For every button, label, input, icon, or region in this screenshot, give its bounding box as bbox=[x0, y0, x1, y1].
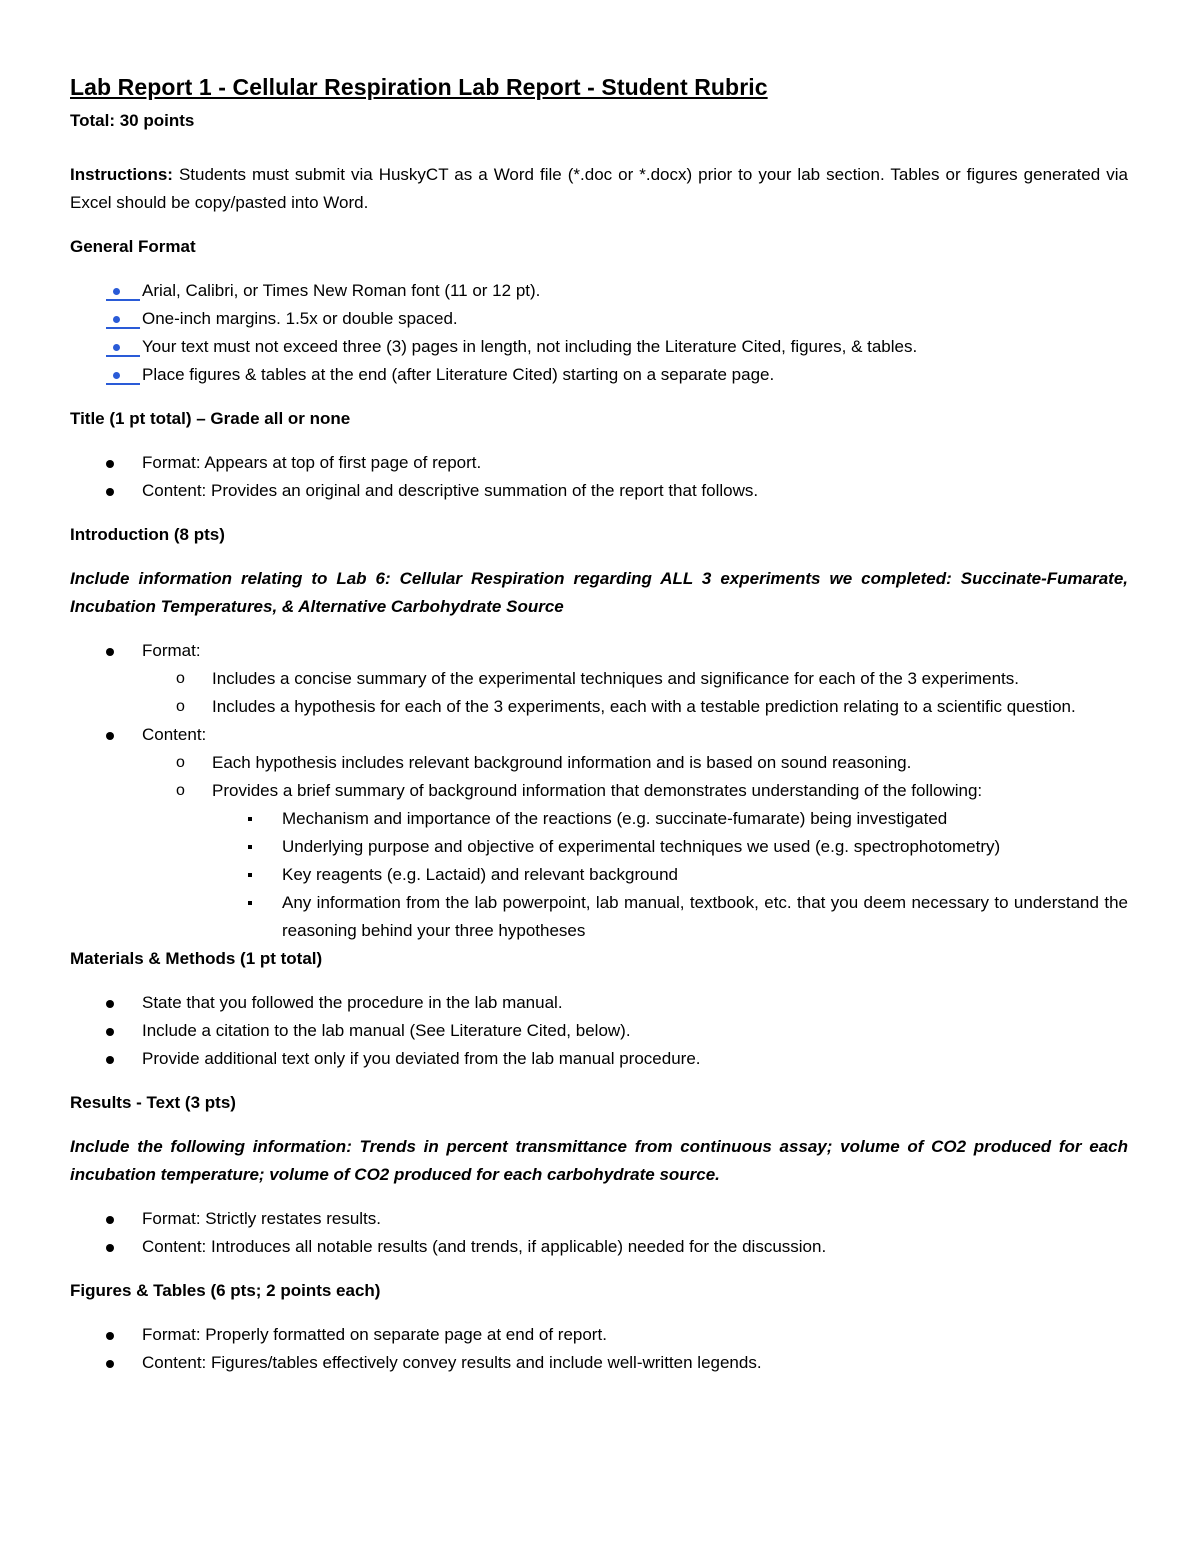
bullet-icon bbox=[106, 1000, 114, 1008]
list-item: State that you followed the procedure in the lab manual. bbox=[70, 989, 1128, 1017]
total-points: Total: 30 points bbox=[70, 111, 195, 130]
page-title: Lab Report 1 - Cellular Respiration Lab Report - Student Rubric bbox=[70, 74, 768, 100]
bullet-icon bbox=[106, 1216, 114, 1224]
materials-methods-heading: Materials & Methods (1 pt total) bbox=[70, 949, 323, 968]
square-bullet-icon bbox=[248, 845, 252, 849]
square-bullet-icon bbox=[248, 901, 252, 905]
materials-methods-list bbox=[70, 989, 1128, 1073]
instructions-paragraph bbox=[70, 161, 1128, 217]
list-item: Include a citation to the lab manual (See Literature Cited, below). bbox=[70, 1017, 1128, 1045]
results-heading: Results - Text (3 pts) bbox=[70, 1093, 236, 1112]
list-item: Format: Appears at top of first page of report. bbox=[70, 449, 1128, 477]
list-item: Your text must not exceed three (3) pages in length, not including the Literature Cited, figures, & tables. bbox=[70, 333, 1128, 361]
square-bullet-icon bbox=[248, 873, 252, 877]
blue-bullet-icon bbox=[106, 277, 142, 305]
list-item: Content: Figures/tables effectively convey results and include well-written legends. bbox=[70, 1349, 1128, 1377]
introduction-note: Include information relating to Lab 6: Cellular Respiration regarding ALL 3 experiments we completed: Succinate-Fumarate, Incubation Temperatures, & Alternative Carbohydrate Source bbox=[70, 569, 1128, 616]
instructions-label: Instructions: bbox=[70, 165, 173, 184]
results-list bbox=[70, 1205, 1128, 1261]
introduction-list bbox=[70, 637, 1128, 945]
list-item: Any information from the lab powerpoint, lab manual, textbook, etc. that you deem necessary to understand the reasoning behind your three hypotheses bbox=[70, 889, 1128, 945]
bullet-icon bbox=[106, 460, 114, 468]
list-item: Key reagents (e.g. Lactaid) and relevant background bbox=[70, 861, 1128, 889]
list-item: Content: Introduces all notable results (and trends, if applicable) needed for the discussion. bbox=[70, 1233, 1128, 1261]
title-section-heading: Title (1 pt total) – Grade all or none bbox=[70, 409, 351, 428]
bullet-icon bbox=[106, 1028, 114, 1036]
list-item: o Includes a hypothesis for each of the 3 experiments, each with a testable prediction relating to a scientific question. bbox=[70, 693, 1128, 721]
list-item: o Includes a concise summary of the experimental techniques and significance for each of the 3 experiments. bbox=[70, 665, 1128, 693]
blue-bullet-icon bbox=[106, 333, 142, 361]
figures-tables-heading: Figures & Tables (6 pts; 2 points each) bbox=[70, 1281, 381, 1300]
square-bullet-icon bbox=[248, 817, 252, 821]
list-item: Provide additional text only if you deviated from the lab manual procedure. bbox=[70, 1045, 1128, 1073]
title-section-list bbox=[70, 449, 1128, 505]
general-format-list bbox=[70, 277, 1128, 389]
bullet-icon bbox=[106, 1360, 114, 1368]
introduction-heading: Introduction (8 pts) bbox=[70, 525, 225, 544]
blue-bullet-icon bbox=[106, 305, 142, 333]
bullet-icon bbox=[106, 732, 114, 740]
instructions-text: Students must submit via HuskyCT as a Word file (*.doc or *.docx) prior to your lab section. Tables or figures generated via Excel should be copy/pasted into Word. bbox=[70, 165, 1128, 212]
list-item: Place figures & tables at the end (after Literature Cited) starting on a separate page. bbox=[70, 361, 1128, 389]
list-item: Format: Strictly restates results. bbox=[70, 1205, 1128, 1233]
list-item: o Provides a brief summary of background information that demonstrates understanding of the following: bbox=[70, 777, 1128, 805]
list-item: Format: bbox=[70, 637, 1128, 665]
list-item: One-inch margins. 1.5x or double spaced. bbox=[70, 305, 1128, 333]
results-note: Include the following information: Trends in percent transmittance from continuous assay; volume of CO2 produced for each incubation temperature; volume of CO2 produced for each carbohydrate source. bbox=[70, 1137, 1128, 1184]
general-format-heading: General Format bbox=[70, 237, 196, 256]
blue-bullet-icon bbox=[106, 361, 142, 389]
list-item: Format: Properly formatted on separate page at end of report. bbox=[70, 1321, 1128, 1349]
bullet-icon bbox=[106, 1244, 114, 1252]
list-item: Arial, Calibri, or Times New Roman font (11 or 12 pt). bbox=[70, 277, 1128, 305]
list-item: Content: Provides an original and descriptive summation of the report that follows. bbox=[70, 477, 1128, 505]
circle-bullet-icon: o bbox=[176, 782, 185, 799]
list-item: Underlying purpose and objective of experimental techniques we used (e.g. spectrophotometry) bbox=[70, 833, 1128, 861]
bullet-icon bbox=[106, 648, 114, 656]
circle-bullet-icon: o bbox=[176, 670, 185, 687]
list-item: Mechanism and importance of the reactions (e.g. succinate-fumarate) being investigated bbox=[70, 805, 1128, 833]
bullet-icon bbox=[106, 1332, 114, 1340]
list-item: Content: bbox=[70, 721, 1128, 749]
figures-tables-list bbox=[70, 1321, 1128, 1377]
bullet-icon bbox=[106, 1056, 114, 1064]
bullet-icon bbox=[106, 488, 114, 496]
list-item: o Each hypothesis includes relevant background information and is based on sound reasoning. bbox=[70, 749, 1128, 777]
circle-bullet-icon: o bbox=[176, 754, 185, 771]
circle-bullet-icon: o bbox=[176, 698, 185, 715]
